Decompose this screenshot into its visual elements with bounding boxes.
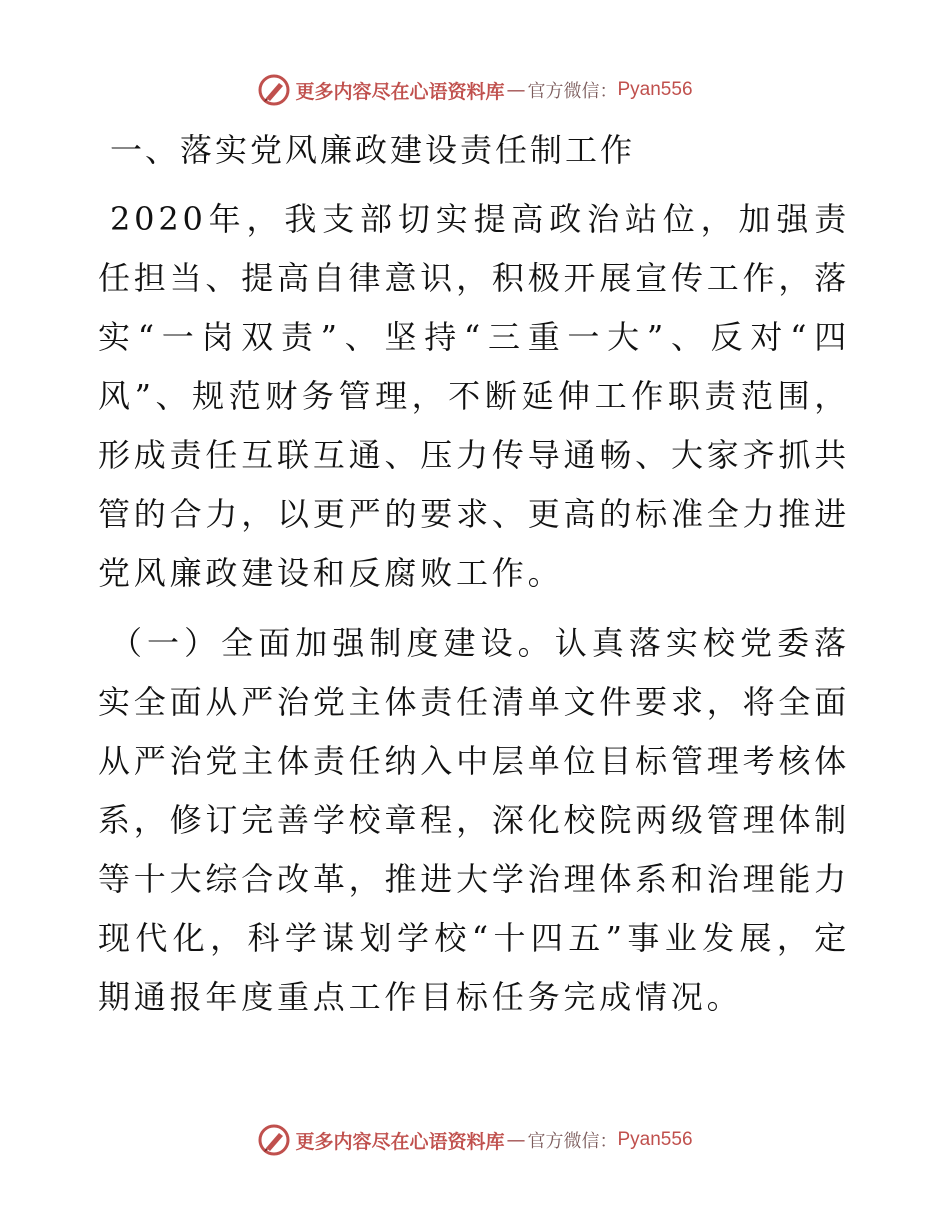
watermark-header <box>0 70 950 110</box>
watermark-wechat-label: 官方微信： <box>527 1131 618 1152</box>
watermark-wechat-id: Pyan556 <box>617 79 693 100</box>
watermark-wechat-id: Pyan556 <box>617 1129 693 1150</box>
watermark-main-text: 更多内容尽在心语资料库 <box>295 1130 505 1153</box>
watermark-footer <box>0 1120 950 1160</box>
watermark-dash: — <box>506 79 526 101</box>
body-paragraph: 2020年，我支部切实提高政治站位，加强责任担当、提高自律意识，积极开展宣传工作，落实“一岗双责”、坚持“三重一大”、反对“四风”、规范财务管理，不断延伸工作职责范围，形成责任互联互通、压力传导通畅、大家齐抓共管的合力，以更严的要求、更高的标准全力推进党风廉政建设和反腐败工作。 <box>98 200 850 592</box>
section-heading: 一、落实党风廉政建设责任制工作 <box>110 131 636 169</box>
watermark-wechat-label: 官方微信： <box>527 81 618 102</box>
pen-logo-icon <box>257 1123 291 1157</box>
watermark-main-text: 更多内容尽在心语资料库 <box>295 80 505 103</box>
watermark-dash: — <box>506 1129 526 1151</box>
pen-logo-icon <box>257 73 291 107</box>
body-paragraph: （一）全面加强制度建设。认真落实校党委落实全面从严治党主体责任清单文件要求，将全面从严治党主体责任纳入中层单位目标管理考核体系，修订完善学校章程，深化校院两级管理体制等十大综合改革，推进大学治理体系和治理能力现代化，科学谋划学校“十四五”事业发展，定期通报年度重点工作目标任务完成情况。 <box>98 624 850 1016</box>
